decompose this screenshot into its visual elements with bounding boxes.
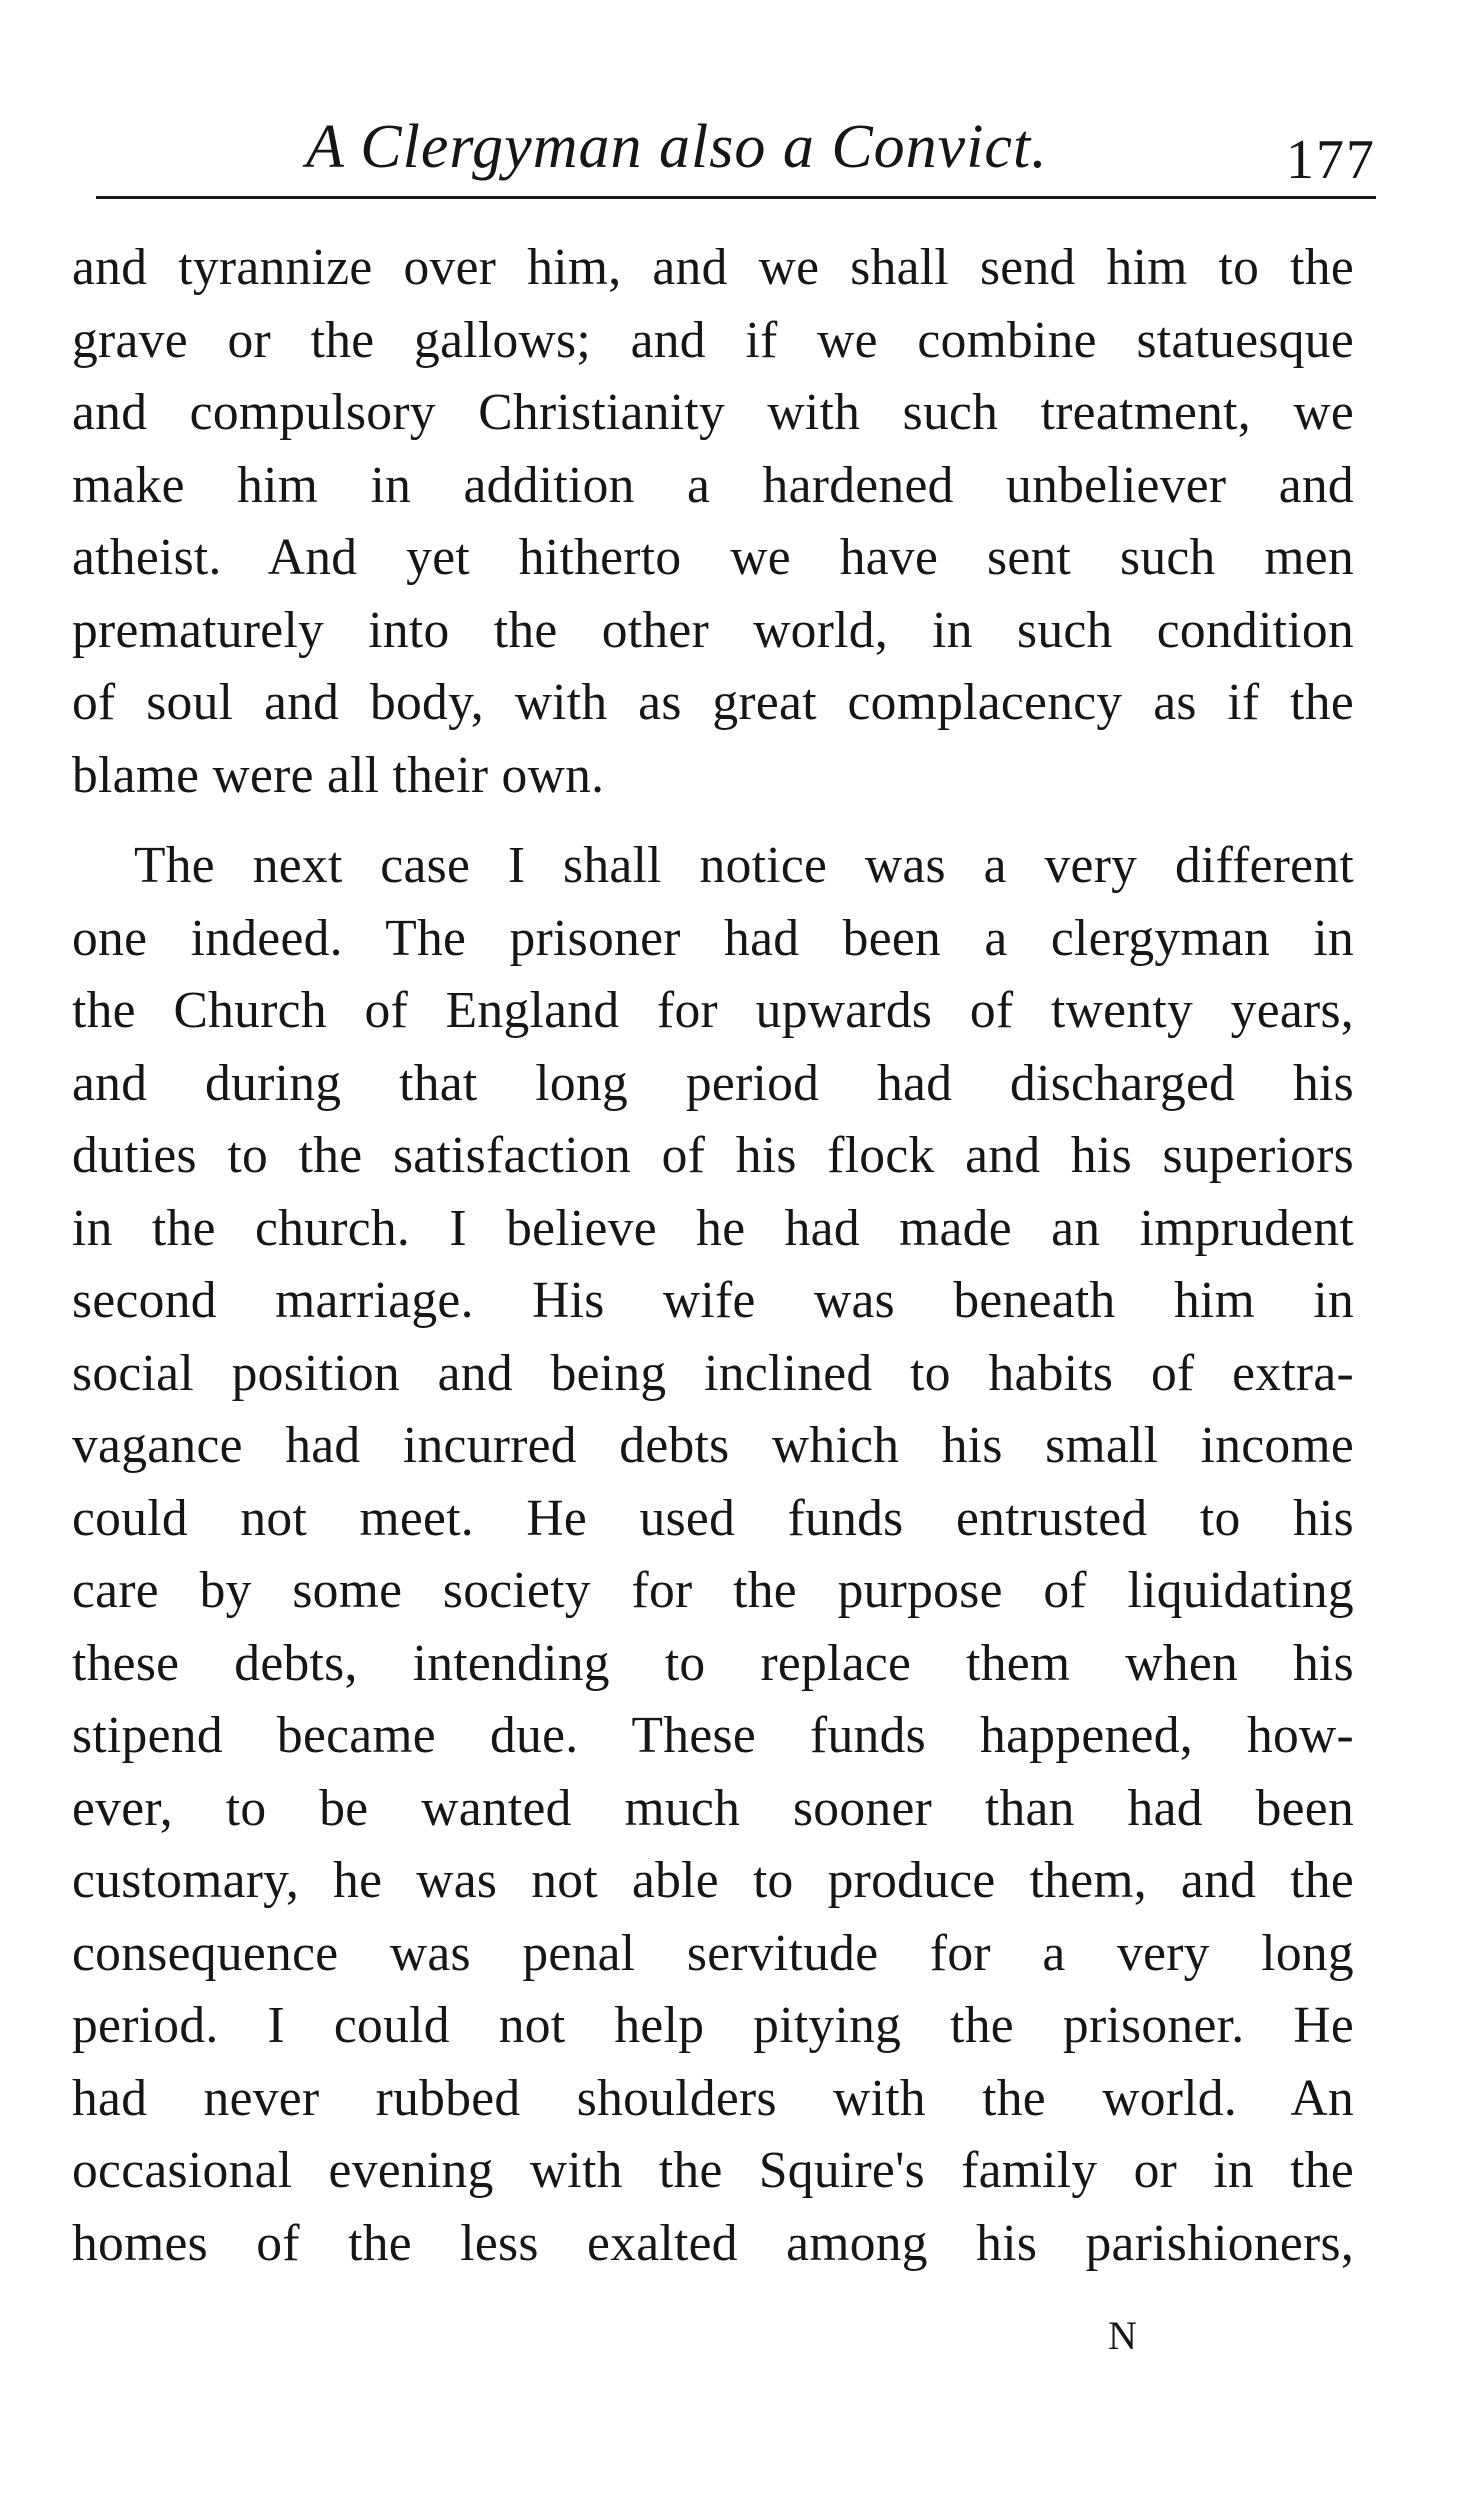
paragraph-1 [72, 232, 1354, 812]
body-text [72, 232, 1354, 2280]
text-line: and during that long period had discharged his [72, 1054, 1354, 1112]
text-line: make him in addition a hardened unbeliever and [72, 456, 1354, 514]
text-line: duties to the satisfaction of his flock and his superiors [72, 1127, 1354, 1184]
text-line: prematurely into the other world, in such condition [72, 601, 1354, 659]
text-line: and compulsory Christianity with such treatment, we [72, 384, 1354, 441]
text-line: ever, to be wanted much sooner than had been [72, 1779, 1354, 1837]
text-line: stipend became due. These funds happened, how- [72, 1707, 1354, 1764]
text-line: social position and being inclined to habits of extra- [72, 1344, 1354, 1402]
header-rule [96, 196, 1376, 199]
text-line: care by some society for the purpose of liquidating [72, 1562, 1354, 1619]
text-line: and tyrannize over him, and we shall send him to the [72, 239, 1354, 296]
text-line: could not meet. He used funds entrusted to his [72, 1489, 1354, 1547]
text-line: The next case I shall notice was a very different [134, 837, 1354, 894]
text-line: these debts, intending to replace them when his [72, 1634, 1354, 1692]
signature-mark: N [1108, 2313, 1138, 2358]
text-line: of soul and body, with as great complacency as if the [72, 674, 1354, 731]
text-line: occasional evening with the Squire's family or in the [72, 2142, 1354, 2199]
text-line: blame were all their own. [72, 746, 605, 804]
text-line: customary, he was not able to produce them, and the [72, 1852, 1354, 1909]
text-line: second marriage. His wife was beneath him in [72, 1272, 1354, 1329]
text-line: had never rubbed shoulders with the world. An [72, 2069, 1354, 2127]
page-number: 177 [1286, 129, 1376, 191]
text-line: period. I could not help pitying the prisoner. He [72, 1997, 1354, 2054]
text-line: grave or the gallows; and if we combine statuesque [72, 311, 1354, 369]
text-line: homes of the less exalted among his parishioners, [72, 2214, 1354, 2272]
text-line: the Church of England for upwards of twenty years, [72, 982, 1354, 1039]
text-line: in the church. I believe he had made an imprudent [72, 1199, 1354, 1257]
paragraph-2 [72, 830, 1354, 2280]
running-title: A Clergyman also a Convict. [306, 113, 1048, 181]
text-line: vagance had incurred debts which his small income [72, 1417, 1354, 1474]
page-header [96, 100, 1376, 200]
text-line: consequence was penal servitude for a very long [72, 1924, 1354, 1982]
text-line: one indeed. The prisoner had been a clergyman in [72, 909, 1354, 967]
text-line: atheist. And yet hitherto we have sent such men [72, 529, 1354, 586]
